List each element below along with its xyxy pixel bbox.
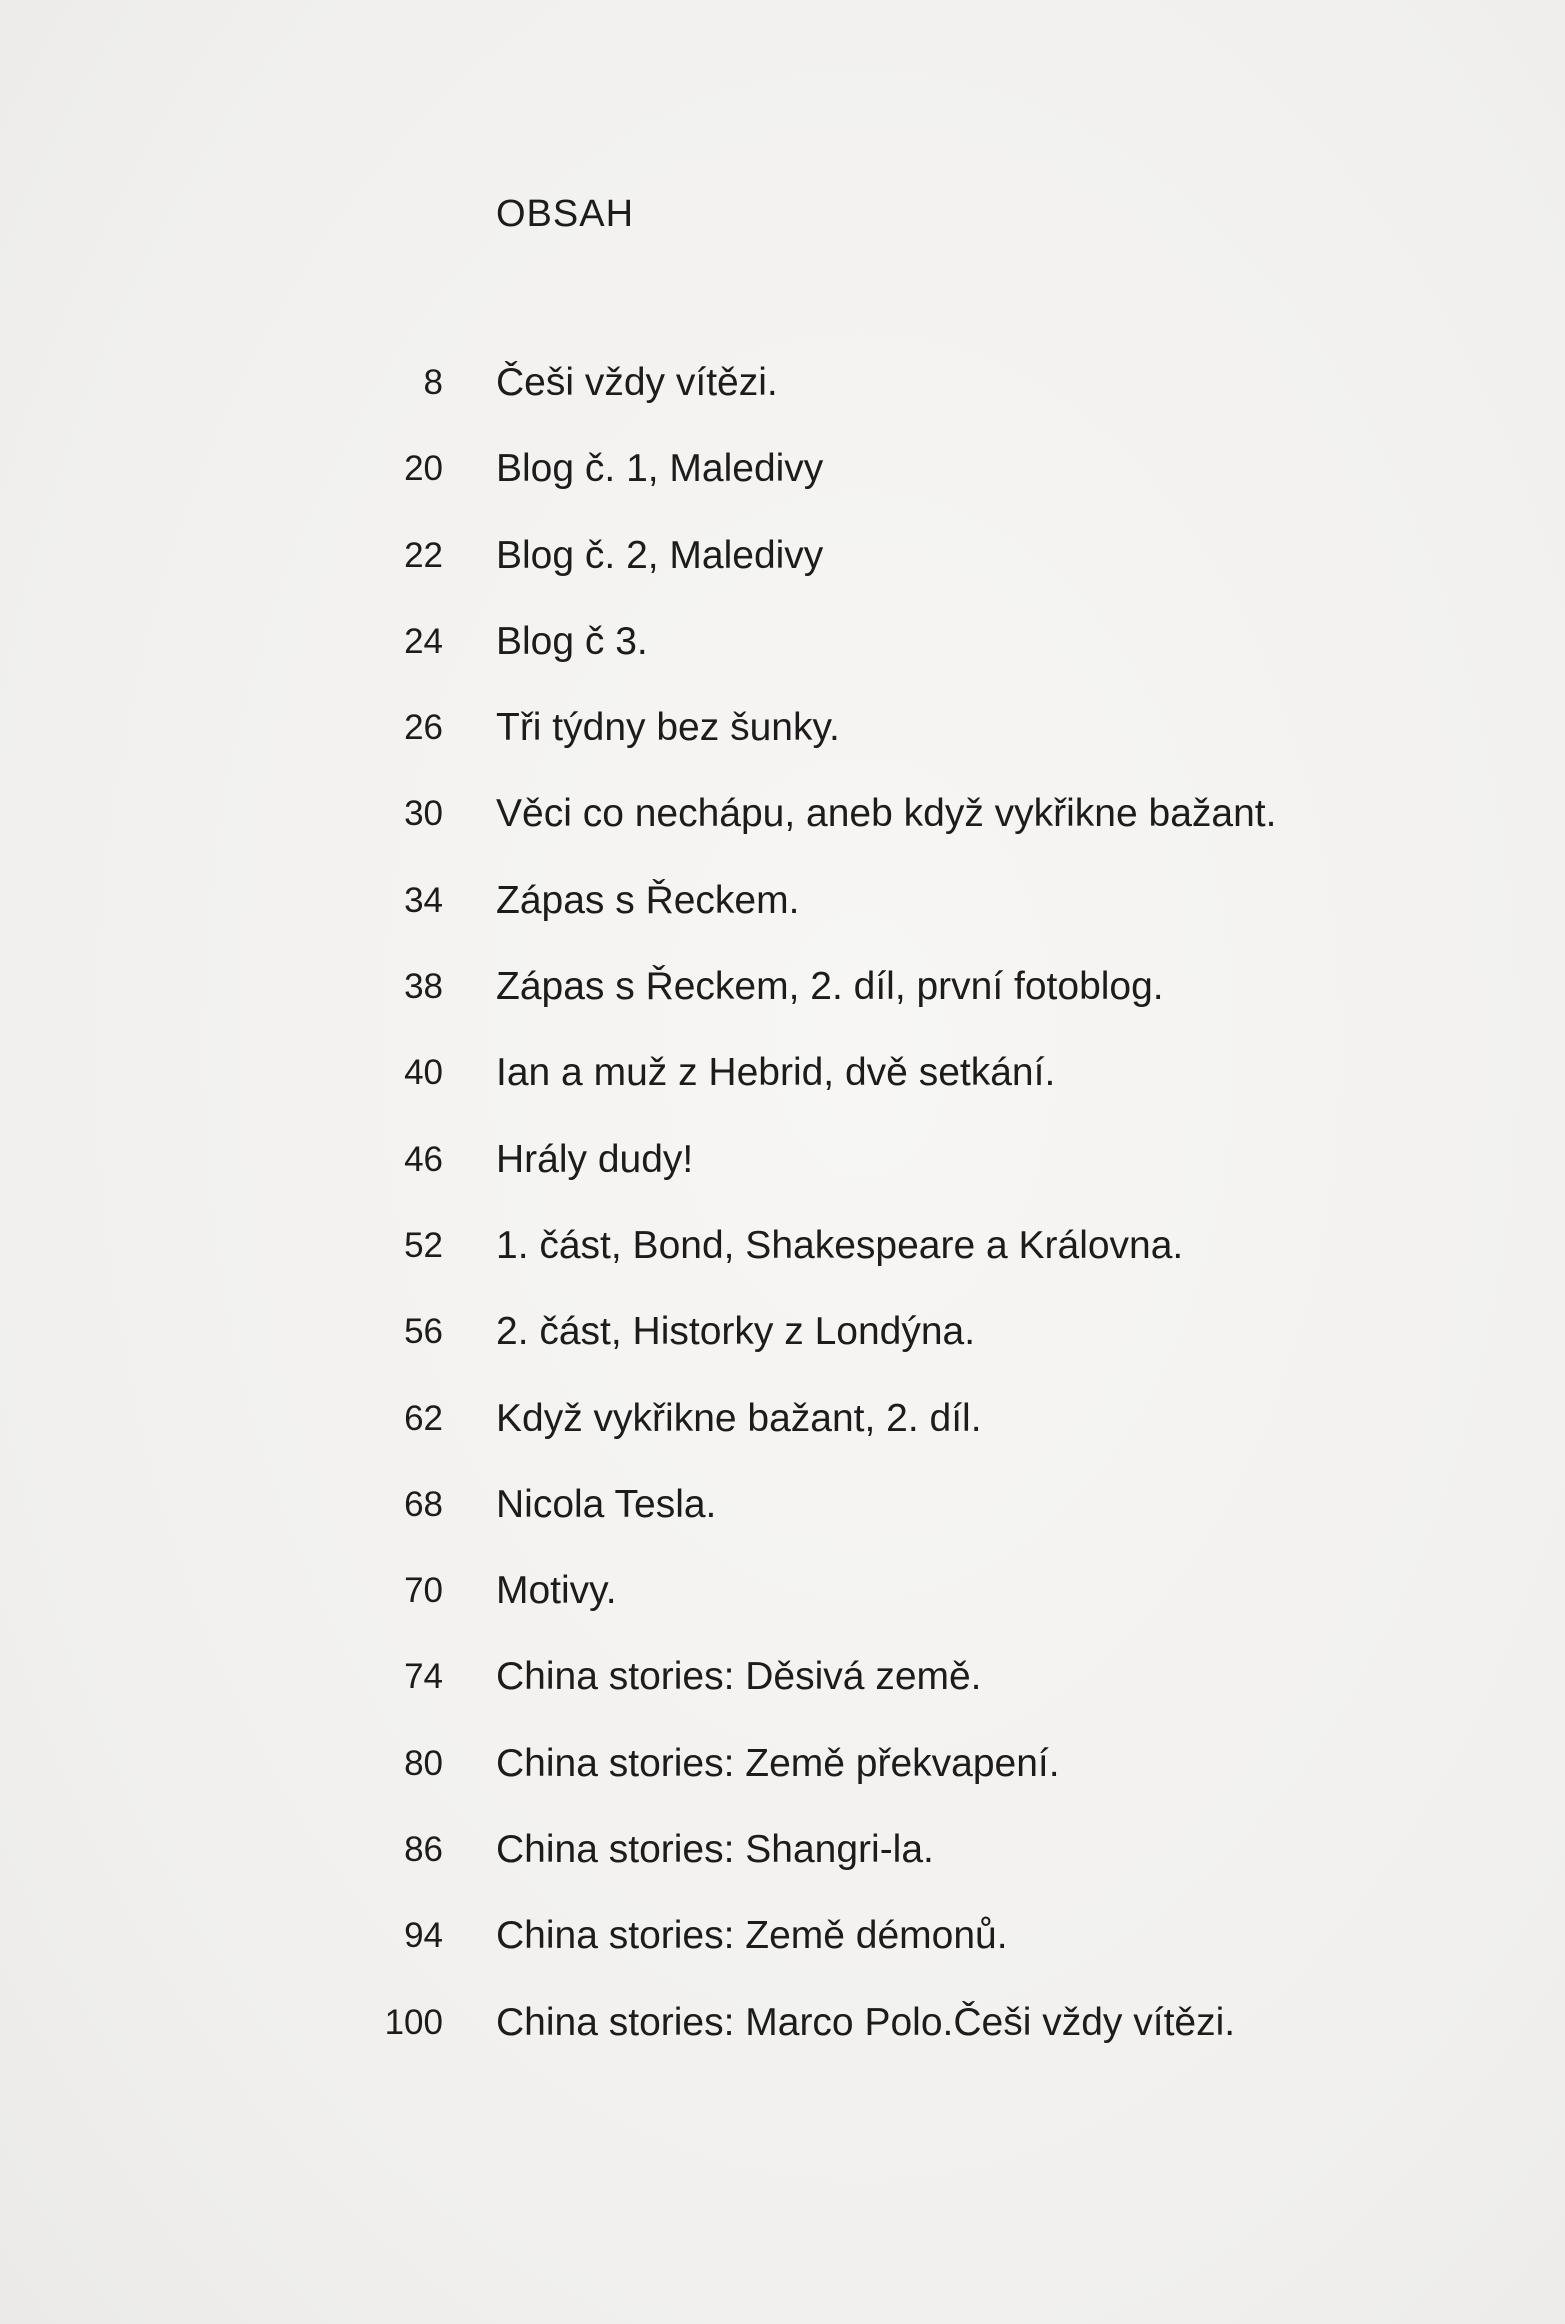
- toc-entry-title: Blog č. 2, Maledivy: [496, 533, 824, 577]
- toc-entry: [0, 1480, 1565, 1566]
- toc-page-number: 20: [404, 449, 443, 489]
- toc-page-number: 26: [404, 708, 443, 748]
- toc-page-number: 46: [404, 1139, 443, 1179]
- toc-entry-title: Když vykřikne bažant, 2. díl.: [496, 1396, 982, 1440]
- toc-entry-title: 1. část, Bond, Shakespeare a Královna.: [496, 1223, 1184, 1267]
- toc-entry: [0, 531, 1565, 617]
- toc-page-number: 68: [404, 1484, 443, 1524]
- toc-page-number: 24: [404, 621, 443, 661]
- toc-entry-title: Hrály dudy!: [496, 1137, 694, 1181]
- toc-page-number: 56: [404, 1312, 443, 1352]
- toc-entry: [0, 1048, 1565, 1134]
- toc-entry-title: China stories: Země démonů.: [496, 1914, 1008, 1958]
- toc-entry: [0, 876, 1565, 962]
- table-of-contents: [0, 358, 1565, 2084]
- toc-entry: [0, 1998, 1565, 2084]
- toc-entry: [0, 1221, 1565, 1307]
- toc-entry: [0, 1825, 1565, 1911]
- toc-page-number: 34: [404, 880, 443, 920]
- toc-page-number: 62: [404, 1398, 443, 1438]
- toc-page-number: 100: [384, 2002, 443, 2042]
- toc-entry: [0, 703, 1565, 789]
- toc-page-number: 94: [404, 1916, 443, 1956]
- toc-entry-title: Zápas s Řeckem, 2. díl, první fotoblog.: [496, 965, 1164, 1009]
- toc-page-number: 52: [404, 1225, 443, 1265]
- toc-entry: [0, 1135, 1565, 1221]
- toc-entry: [0, 1652, 1565, 1738]
- toc-entry-title: Nicola Tesla.: [496, 1482, 717, 1526]
- toc-entry-title: Tři týdny bez šunky.: [496, 706, 840, 750]
- toc-entry: [0, 358, 1565, 444]
- toc-entry-title: China stories: Děsivá země.: [496, 1655, 982, 1699]
- toc-entry-title: Věci co nechápu, aneb když vykřikne bažant.: [496, 792, 1277, 836]
- toc-page-number: 40: [404, 1053, 443, 1093]
- toc-entry-title: China stories: Marco Polo.Češi vždy vítězi.: [496, 2000, 1236, 2044]
- toc-entry: [0, 1739, 1565, 1825]
- toc-entry: [0, 789, 1565, 875]
- toc-entry-title: China stories: Shangri-la.: [496, 1828, 934, 1872]
- toc-entry: [0, 1307, 1565, 1393]
- toc-entry-title: Češi vždy vítězi.: [496, 361, 778, 404]
- toc-page-number: 8: [423, 363, 443, 402]
- toc-entry: [0, 617, 1565, 703]
- toc-page-number: 22: [404, 535, 443, 575]
- toc-page-number: 80: [404, 1743, 443, 1783]
- toc-entry: [0, 1911, 1565, 1997]
- toc-page-number: 86: [404, 1830, 443, 1870]
- toc-page-number: 30: [404, 794, 443, 834]
- toc-entry: [0, 444, 1565, 530]
- toc-entry: [0, 1566, 1565, 1652]
- toc-page-number: 38: [404, 967, 443, 1007]
- toc-entry-title: Blog č 3.: [496, 619, 648, 663]
- toc-entry-title: Blog č. 1, Maledivy: [496, 447, 824, 491]
- toc-page-number: 70: [404, 1571, 443, 1611]
- toc-entry: [0, 962, 1565, 1048]
- toc-entry-title: 2. část, Historky z Londýna.: [496, 1310, 976, 1354]
- toc-page-number: 74: [404, 1657, 443, 1697]
- page-title: OBSAH: [496, 193, 635, 235]
- toc-entry-title: Motivy.: [496, 1569, 617, 1613]
- toc-entry-title: Ian a muž z Hebrid, dvě setkání.: [496, 1051, 1056, 1095]
- toc-entry-title: China stories: Země překvapení.: [496, 1741, 1060, 1785]
- toc-entry: [0, 1394, 1565, 1480]
- toc-entry-title: Zápas s Řeckem.: [496, 878, 800, 922]
